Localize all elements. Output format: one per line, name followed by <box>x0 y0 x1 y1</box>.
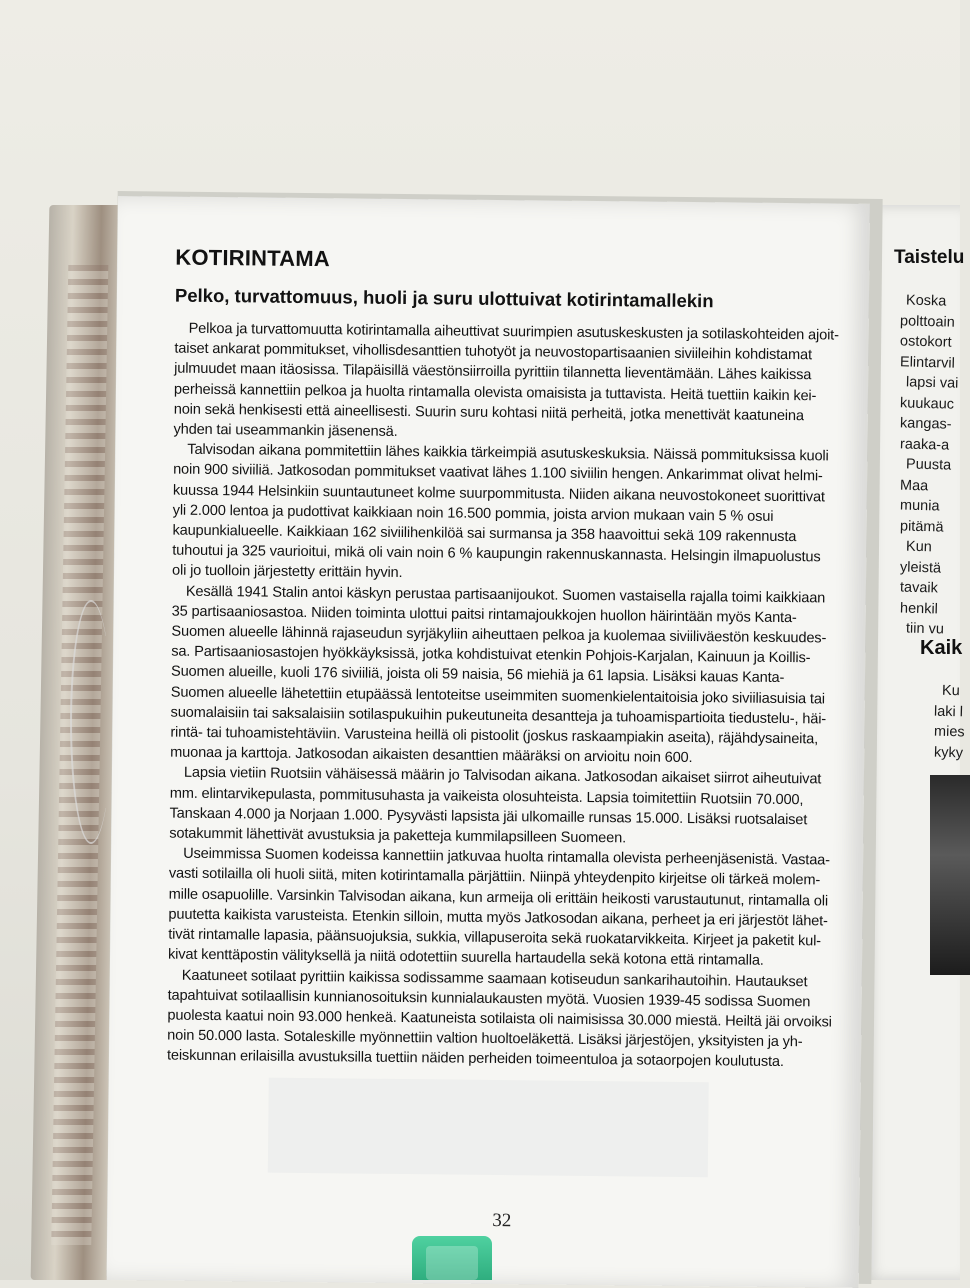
text-line: Suomen alueelle lähetettiin etupäässä lentoteitse useimmiten suomenkielentaitoisia joko siviiliasuisia tai <box>170 684 826 708</box>
right-page-text-line: raaka-a <box>899 435 950 454</box>
text-line: tuhoutui ja 325 vaurioitui, mikä oli vain noin 6 % kaupungin rakennuskannasta. Helsingin ilmapuolustus <box>172 542 821 566</box>
paragraph <box>169 763 820 851</box>
text-line: Talvisodan aikana pommitettiin lähes kaikkia tärkeimpiä asutuskeskuksia. Näissä pommituksissa kuoli <box>187 441 829 465</box>
right-page-photo <box>930 775 970 975</box>
right-page-text-line: Puusta <box>905 456 952 474</box>
right-page-text-line: kangas- <box>899 415 952 433</box>
text-line: vasti sotilailla oli huoli siitä, miten kotirintamalla pärjättiin. Niinpä yhteydenpito kirjeitse oli tärkeä molem- <box>168 866 821 889</box>
text-line: perheissä kannettiin pelkoa ja huolta rintamalla olevista omaisista ja tuttavista. Heitä tuettiin kaikin kei- <box>173 381 817 404</box>
text-line: Kesällä 1941 Stalin antoi käskyn perustaa partisaanijoukot. Suomen vastaisella rajalla toimi kaikkiaan <box>185 583 826 607</box>
text-line: suomalaisiin tai saksalaisiin sotilaspukuihin pukeutuneita desantteja ja tuhoamispartioita tiedustelu-, häi- <box>170 704 827 728</box>
text-line: kivat kenttäpostin välityksellä ja niitä odotettiin suurella hartaudella sekä kotona että rintamalla. <box>167 946 764 970</box>
right-page-text-line: Kun <box>905 538 933 556</box>
page-subtitle: Pelko, turvattomuus, huoli ja suru ulottuivat kotirintamallekin <box>174 284 714 312</box>
text-line: noin sekä henkisesti että aineellisesti. Suurin suru kohtasi niitä perheitä, jotka menettivät kaatuneina <box>173 401 804 425</box>
right-page-text-line: Maa <box>899 477 929 494</box>
text-line: noin 900 siviiliä. Jatkosodan pommitukset vaativat lähes 1.100 siviilin hengen. Ankarimmat olivat helmi- <box>173 462 823 485</box>
paragraph <box>166 965 832 1073</box>
text-line: kaupunkialueelle. Kaikkiaan 162 siviilihenkilöä sai surmansa ja 358 haavoittui sekä 109 rakennusta <box>172 522 797 546</box>
right-page-text-line: mies <box>933 723 965 741</box>
right-page-text-line: Koska <box>905 292 947 310</box>
right-page-text-line: laki l <box>933 703 964 720</box>
body-text <box>166 319 839 1073</box>
page-number: 32 <box>492 1209 512 1232</box>
text-line: mm. elintarvikepulasta, pommitusuhasta ja vaikeista olosuhteista. Lapsia toimitettiin Ruotsiin 70.000, <box>169 785 804 808</box>
text-line: sotakummit lähettivät avustuksia ja paketteja kummilapsilleen Suomeen. <box>169 825 627 847</box>
bookmark-ribbon <box>70 600 112 844</box>
right-page-text-line: tiin vu <box>905 620 945 638</box>
right-page-text-line: kyky <box>933 744 964 761</box>
right-page-text-line: Ku <box>941 682 960 700</box>
text-line: mille osapuolille. Varsinkin Talvisodan aikana, kun armeija oli erittäin heikosti varustautunut, rintamalla oli <box>168 886 829 910</box>
text-line: puolesta kaatui noin 93.000 henkeä. Kaatuneista sotilaista oli naimisissa 30.000 miestä. Heiltä jäi orvoiksi <box>167 1007 832 1031</box>
text-line: Kaatuneet sotilaat pyrittiin kaikissa sodissamme saamaan kotiseudun sankarihautoihin. Hautaukset <box>181 967 808 990</box>
text-line: Tanskaan 4.000 ja Norjaan 1.000. Pysyvästi lapsista jäi ulkomaille runsas 15.000. Lisäksi ruotsalaiset <box>169 805 808 829</box>
text-line: Useimmissa Suomen kodeissa kannettiin jatkuvaa huolta rintamalla olevista perheenjäsenistä. Vastaa- <box>183 845 830 869</box>
book-page <box>107 196 870 1288</box>
right-page-text-line: pitämä <box>899 517 944 536</box>
paragraph <box>171 440 829 588</box>
text-line: Lapsia vietiin Ruotsiin vähäisessä määrin jo Talvisodan aikana. Jatkosodan aikaiset siirrot aiheutuivat <box>183 765 822 788</box>
right-page-text-line: lapsi vai <box>905 374 959 392</box>
text-line: tapahtuivat sotilaallisin kunnianosoituksin kunnialaukausten myötä. Vuosien 1939-45 sodissa Suomen <box>167 987 811 1010</box>
text-line: puutetta kaikista varusteista. Etenkin silloin, mutta myös Jatkosodan aikana, perheet ja eri järjestöt lähet- <box>168 906 828 930</box>
text-line: yli 2.000 lentoa ja pudottivat kaikkiaan noin 16.500 pommia, joista arvion mukaan vain 5 % osui <box>172 502 774 525</box>
text-line: Pelkoa ja turvattomuutta kotirintamalla aiheuttivat suurimpien asutuskeskusten ja sotilaskohteiden ajoit- <box>188 320 839 344</box>
paragraph <box>170 581 827 770</box>
right-page-text-line: ostokort <box>899 333 952 351</box>
text-line: teiskunnan erilaisilla avustuksilla tuettiin näiden perheiden toimeentuloa ja sotaorpojen koulutusta. <box>166 1047 784 1071</box>
right-page-text-line: kuukauc <box>899 394 955 413</box>
right-page-heading-2: Kaik <box>920 637 963 659</box>
text-line: Suomen alueille, kuoli 176 siviiliä, joista oli 59 naisia, 56 miehiä ja 61 lapsia. Lisäksi kauas Kanta- <box>170 664 785 687</box>
text-line: kuussa 1944 Helsinkiin suuntautuneet kolme suurpommitusta. Niiden aikana neuvostokoneet suorittivat <box>172 482 825 506</box>
text-line: taiset ankarat pommitukset, vihollisdesanttien tuhotyöt ja neuvostopartisaanien siviileihin kohdistamat <box>174 340 813 364</box>
text-line: noin 50.000 lasta. Sotaleskille myönnettiin valtion huoltoeläkettä. Lisäksi järjestöjen, yksityisten ja yh- <box>167 1027 803 1051</box>
bleed-through-map <box>268 1078 709 1178</box>
right-page-text-line: Elintarvil <box>899 353 955 372</box>
text-line: oli jo tuolloin järjestetty erittäin hyvin. <box>171 563 403 582</box>
text-line: sa. Partisaaniosastojen hyökkäyksissä, jotka kohdistuivat etenkin Pohjois-Karjalan, Kainuun ja Koillis- <box>171 643 811 667</box>
page-title: KOTIRINTAMA <box>175 244 331 272</box>
green-clip <box>412 1236 492 1280</box>
text-line: yhden tai useammankin jäsenensä. <box>173 421 398 440</box>
right-page-heading: Taistelu <box>894 247 965 268</box>
right-page-text-line: munia <box>899 497 940 515</box>
text-line: julmuudet maan itäosissa. Tilapäisillä väestönsiirroilla pyrittiin tilannetta lieventämään. Lähes kaikissa <box>174 361 812 384</box>
right-page-text-line: henkil <box>899 600 939 617</box>
right-page-text-line: polttoain <box>899 312 956 331</box>
text-line: Suomen alueelle lähinnä rajaseudun syrjäkyliin aiheuttaen pelkoa ja kuolemaa siviiliväestön keskuudes- <box>171 623 827 647</box>
paragraph <box>173 319 839 447</box>
right-page-text-line: yleistä <box>899 558 942 577</box>
page-content <box>166 244 839 1073</box>
text-line: rintä- tai tuhoamistehtäviin. Varusteina heillä oli pistoolit (joskus raskaampiakin aseita), räjähdysaineita, <box>170 724 819 748</box>
right-page-text-line: tavaik <box>899 579 939 597</box>
text-line: muonaa ja karttoja. Jatkosodan aikaisten desanttien määräksi on arvioitu noin 600. <box>170 744 693 767</box>
text-line: 35 partisaaniosastoa. Niiden toiminta ulottui paitsi rintamajoukkojen huollon häirintään myös Kanta- <box>171 603 797 626</box>
text-line: tivät rintamalle lapasia, päänsuojuksia, sukkia, villapuseroita sekä ruokatarvikkeita. Kirjeet ja paketit kul- <box>168 926 822 950</box>
paragraph <box>167 844 830 972</box>
